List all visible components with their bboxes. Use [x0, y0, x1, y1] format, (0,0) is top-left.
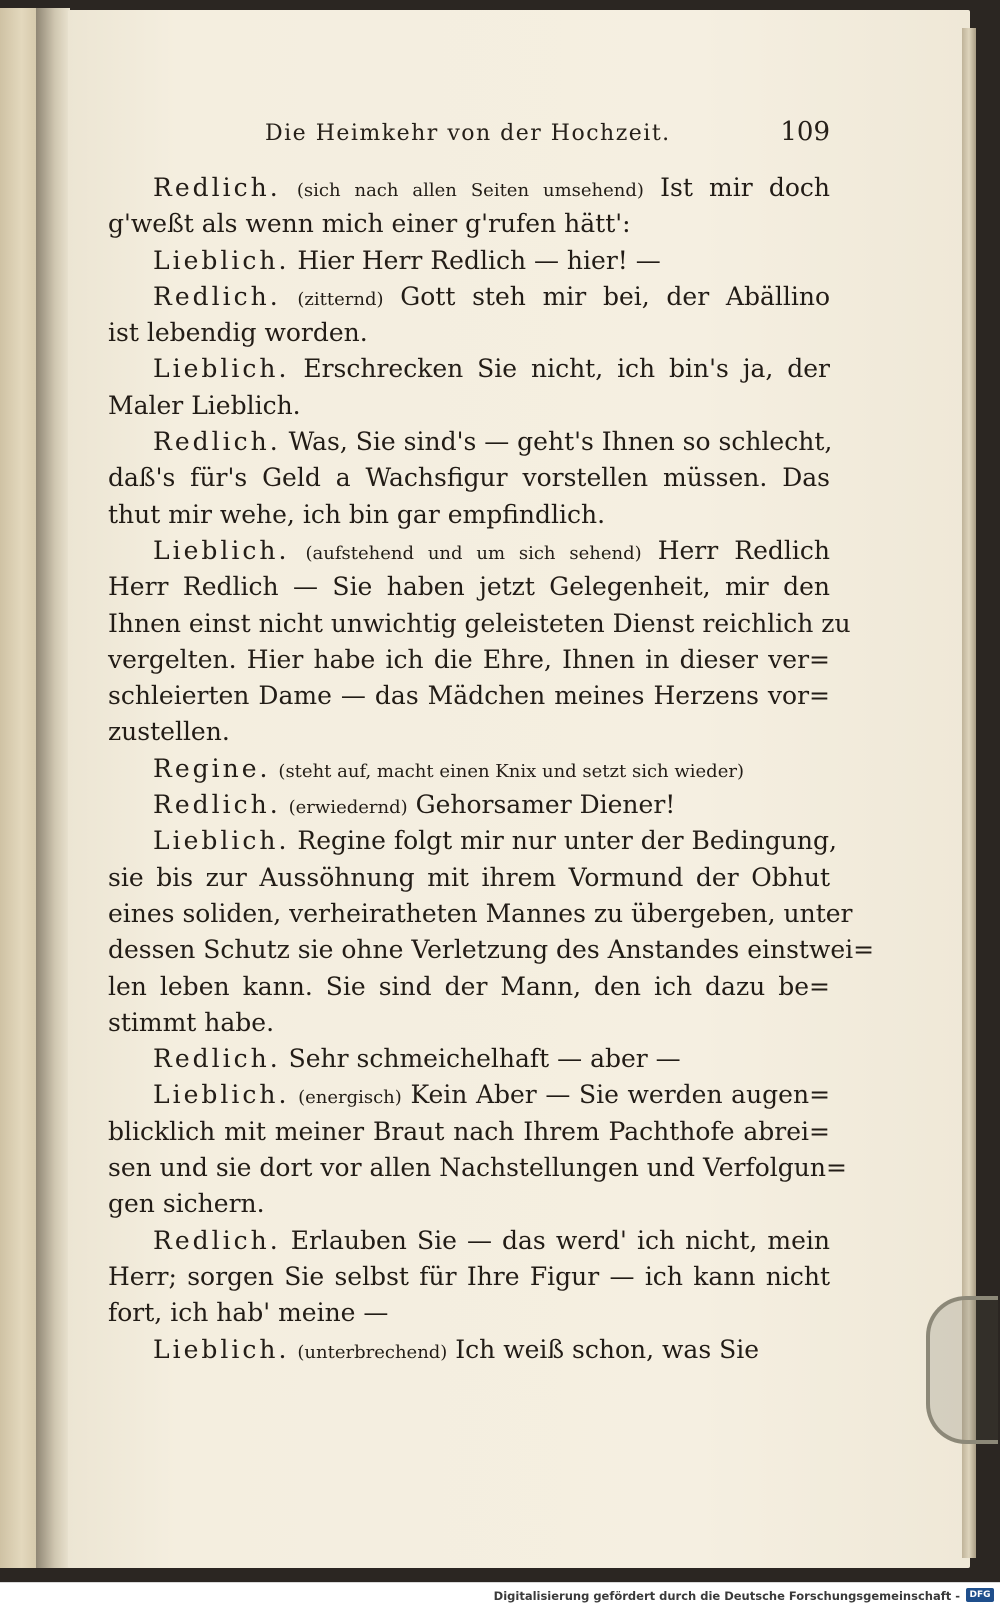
- stage-direction: (zitternd): [297, 288, 384, 310]
- line-text: Maler Lieblich.: [108, 390, 301, 420]
- text-line: [108, 460, 830, 496]
- speech-line: [108, 1041, 830, 1077]
- speech-line: [108, 170, 830, 206]
- line-text: Hier Herr Redlich — hier! —: [297, 245, 661, 275]
- line-text: g'weßt als wenn mich einer g'rufen hätt':: [108, 209, 631, 239]
- speaker-name: Lieblich.: [153, 1334, 290, 1364]
- line-text: Herr Redlich — Sie haben jetzt Gelegenheit, mir den: [108, 572, 830, 602]
- text-line: [108, 969, 830, 1005]
- speaker-name: Redlich.: [153, 790, 281, 820]
- text-line: [108, 642, 830, 678]
- speech-line: [108, 1223, 830, 1259]
- line-text: Ihnen einst nicht unwichtig geleisteten Dienst reichlich zu: [108, 608, 851, 638]
- text-line: [108, 860, 830, 896]
- running-title: Die Heimkehr von der Hochzeit.: [265, 121, 671, 146]
- speech-line: [108, 787, 830, 823]
- line-text: sie bis zur Aussöhnung mit ihrem Vormund der Obhut: [108, 862, 830, 892]
- text-line: [108, 896, 853, 932]
- line-text: len leben kann. Sie sind der Mann, den ich dazu be=: [108, 971, 830, 1001]
- line-text: Ich weiß schon, was Sie: [455, 1334, 760, 1364]
- line-text: fort, ich hab' meine —: [108, 1298, 389, 1328]
- line-text: dessen Schutz sie ohne Verletzung des Anstandes einstwei=: [108, 935, 875, 965]
- line-text: Gehorsamer Diener!: [415, 790, 676, 820]
- speech-line: [108, 823, 837, 859]
- line-text: daß's für's Geld a Wachsfigur vorstellen müssen. Das: [108, 463, 830, 493]
- speaker-name: Lieblich.: [153, 535, 290, 565]
- stage-direction: (steht auf, macht einen Knix und setzt sich wieder): [278, 760, 744, 782]
- line-text: Kein Aber — Sie werden augen=: [410, 1080, 831, 1110]
- line-text: Regine folgt mir nur unter der Bedingung,: [297, 826, 837, 856]
- speech-line: [108, 751, 830, 787]
- speech-line: [108, 279, 830, 315]
- speaker-name: Regine.: [153, 753, 271, 783]
- stage-direction: (erwiedernd): [288, 797, 408, 819]
- speaker-name: Redlich.: [153, 1044, 281, 1074]
- line-text: stimmt habe.: [108, 1007, 275, 1037]
- line-text: schleierten Dame — das Mädchen meines Herzens vor=: [108, 681, 830, 711]
- line-text: gen sichern.: [108, 1189, 265, 1219]
- speaker-name: Redlich.: [153, 173, 281, 202]
- text-line: [108, 497, 830, 533]
- speech-line: [108, 1332, 830, 1368]
- line-text: thut mir wehe, ich bin gar empfindlich.: [108, 499, 606, 529]
- page-number: 109: [780, 117, 830, 147]
- speaker-name: Lieblich.: [153, 245, 290, 275]
- text-line: [108, 1186, 830, 1222]
- speaker-name: Lieblich.: [153, 826, 290, 856]
- speaker-name: Redlich.: [153, 427, 281, 457]
- line-text: vergelten. Hier habe ich die Ehre, Ihnen in dieser ver=: [108, 644, 830, 674]
- speech-line: [108, 1077, 830, 1113]
- text-line: [108, 388, 830, 424]
- text-line: [108, 932, 875, 968]
- text-line: [108, 1259, 830, 1295]
- speech-line: [108, 424, 833, 460]
- dfg-logo: DFG: [966, 1588, 994, 1602]
- text-line: [108, 569, 830, 605]
- line-text: eines soliden, verheiratheten Mannes zu übergeben, unter: [108, 898, 853, 928]
- stage-direction: (aufstehend und um sich sehend): [305, 542, 642, 564]
- line-text: Gott steh mir bei, der Abällino: [400, 281, 831, 311]
- page-header: [265, 117, 830, 157]
- line-text: Sehr schmeichelhaft — aber —: [288, 1044, 681, 1074]
- text-line: [108, 1295, 830, 1331]
- page-body-text: [108, 170, 875, 1368]
- line-text: Was, Sie sind's — geht's Ihnen so schlecht,: [288, 427, 833, 457]
- stage-direction: (energisch): [298, 1087, 402, 1109]
- speaker-name: Redlich.: [153, 281, 281, 311]
- line-text: Erlauben Sie — das werd' ich nicht, mein: [290, 1225, 831, 1255]
- speaker-name: Lieblich.: [153, 354, 290, 384]
- text-line: [108, 714, 830, 750]
- line-text: zustellen.: [108, 717, 230, 747]
- text-line: [108, 678, 830, 714]
- previous-page-edge: [0, 8, 36, 1568]
- speech-line: [108, 533, 830, 569]
- page-clip-shadow: [926, 1296, 998, 1444]
- stage-direction: (sich nach allen Seiten umsehend): [296, 180, 644, 201]
- text-line: [108, 1114, 830, 1150]
- speaker-name: Redlich.: [153, 1225, 281, 1255]
- text-line: [108, 206, 830, 242]
- line-text: sen und sie dort vor allen Nachstellungen und Verfolgun=: [108, 1153, 847, 1183]
- line-text: Ist mir doch: [660, 173, 830, 202]
- speech-line: [108, 351, 830, 387]
- line-text: Erschrecken Sie nicht, ich bin's ja, der: [303, 354, 831, 384]
- dfg-credit: Digitalisierung gefördert durch die Deutsche Forschungsgemeinschaft -: [493, 1589, 960, 1603]
- line-text: ist lebendig worden.: [108, 318, 368, 348]
- line-text: Herr; sorgen Sie selbst für Ihre Figur — ich kann nicht: [108, 1261, 830, 1291]
- text-line: [108, 1005, 830, 1041]
- text-line: [108, 315, 830, 351]
- book-spine-gutter: [36, 8, 70, 1568]
- speech-line: [108, 243, 830, 279]
- speaker-name: Lieblich.: [153, 1080, 290, 1110]
- line-text: Herr Redlich: [657, 535, 830, 565]
- line-text: blicklich mit meiner Braut nach Ihrem Pachthofe abrei=: [108, 1116, 830, 1146]
- text-line: [108, 1150, 847, 1186]
- stage-direction: (unterbrechend): [297, 1341, 448, 1363]
- digitization-footer: [0, 1582, 1000, 1609]
- text-line: [108, 606, 851, 642]
